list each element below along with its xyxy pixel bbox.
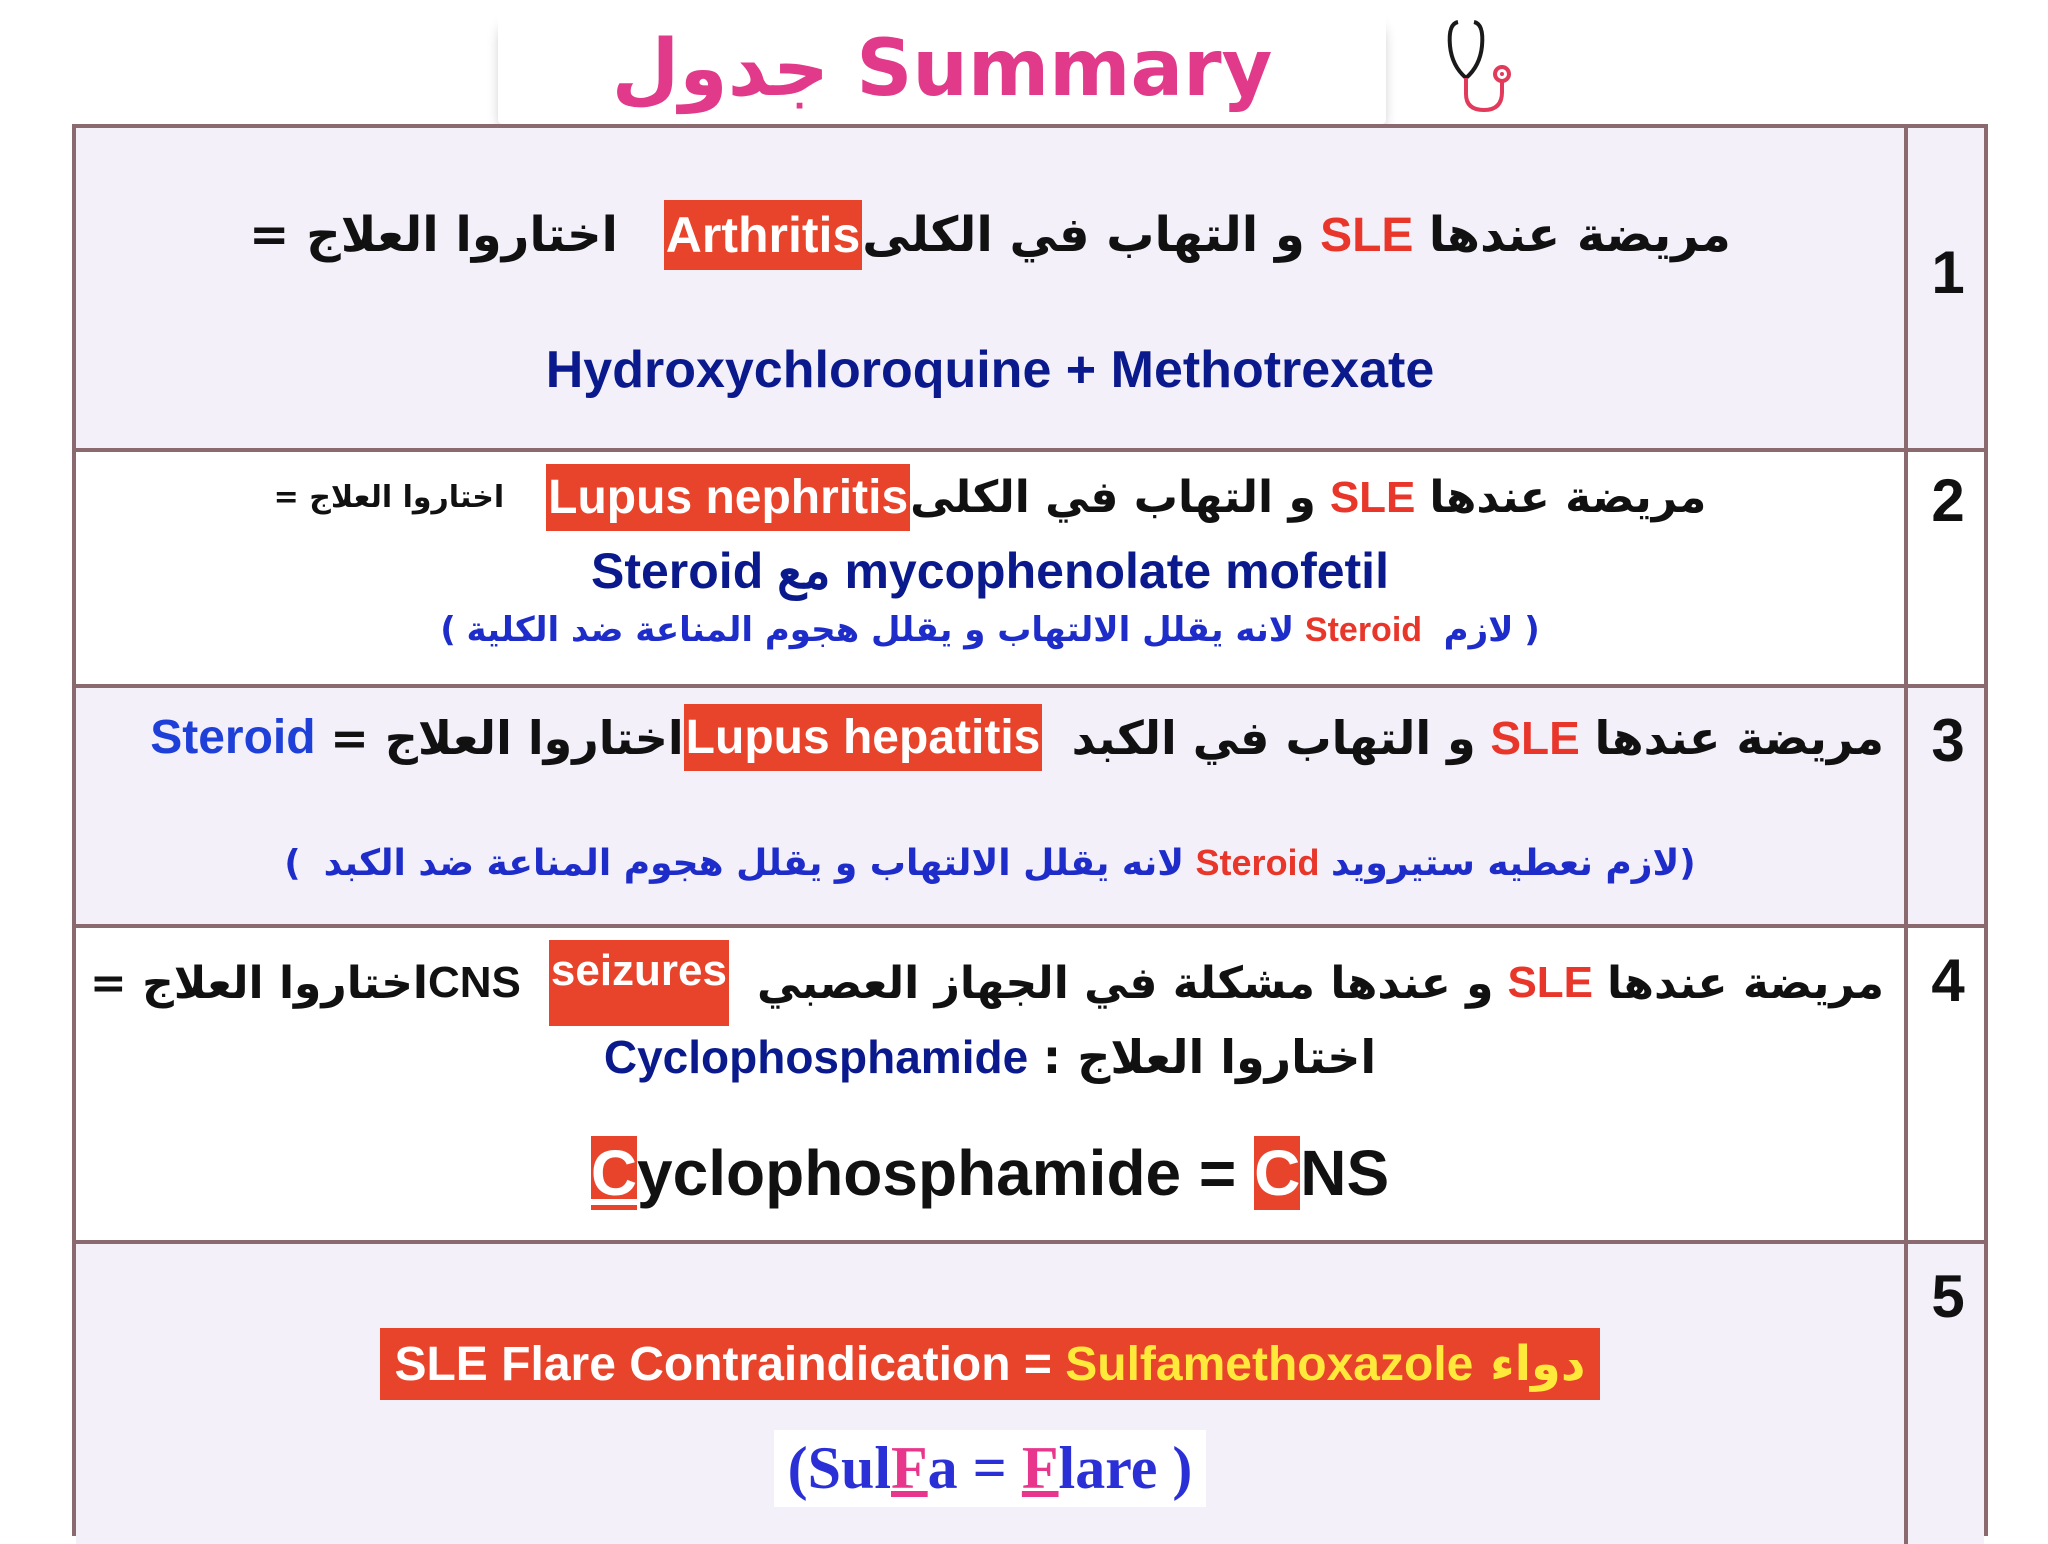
mnemonic-highlight: F (1021, 1435, 1059, 1501)
row-answer (76, 340, 1904, 400)
note-bracket: ) (284, 842, 301, 884)
note-bracket: ( (1524, 610, 1540, 650)
row-answer (76, 1030, 1904, 1084)
sle-label: SLE (1329, 472, 1416, 522)
row-note (76, 842, 1904, 884)
table-row (76, 928, 1984, 1244)
row-number: 3 (1931, 707, 1965, 774)
row-content (76, 452, 1908, 684)
mnemonic-highlight: C (590, 1137, 638, 1209)
condition-tag: seizures (549, 940, 729, 1026)
drug-answer: Steroid (150, 711, 316, 764)
row-content (76, 928, 1908, 1240)
note-text: لانه يقلل الالتهاب و يقلل هجوم المناعة ضد الكلية (466, 610, 1295, 650)
drug-answer: Hydroxychloroquine + Methotrexate (545, 341, 1435, 399)
row-question (76, 200, 1904, 270)
question-text: و عندها مشكلة في الجهاز العصبي (756, 957, 1494, 1009)
row-question (76, 940, 1904, 1026)
mnemonic-text: yclophosphamide = (637, 1137, 1255, 1209)
row-number: 2 (1931, 467, 1965, 534)
page-title: Summary جدول (611, 24, 1273, 114)
question-text: مريضة عندها (1594, 710, 1884, 765)
mnemonic-text: NS (1300, 1137, 1390, 1209)
question-text: مريضة عندها (1429, 472, 1707, 523)
table-row (76, 1244, 1984, 1544)
question-text: و التهاب في الكلى (910, 472, 1316, 523)
table-row (76, 128, 1984, 452)
note-text: لازم (1443, 610, 1514, 650)
mnemonic-text: (Sul (787, 1435, 892, 1501)
note-text: (لازم نعطيه ستيرويد (1331, 842, 1696, 884)
row-number: 1 (1931, 239, 1965, 306)
mnemonic-highlight: F (891, 1435, 928, 1501)
mnemonic-text: lare ) (1058, 1435, 1193, 1501)
question-text: اختاروا العلاج = (89, 957, 428, 1009)
banner-drug: Sulfamethoxazole (1065, 1338, 1474, 1391)
sle-label: SLE (1507, 958, 1594, 1007)
steroid-label: Steroid (1195, 842, 1320, 883)
question-text: اختاروا العلاج = (330, 710, 684, 765)
sle-label: SLE (1320, 208, 1414, 262)
mnemonic-cns (76, 1136, 1904, 1210)
question-text: مريضة عندها (1428, 207, 1731, 263)
question-text: اختاروا العلاج : (1042, 1030, 1377, 1084)
row-content (76, 688, 1908, 924)
question-text: و التهاب في الكلى (862, 207, 1305, 263)
row-answer (76, 542, 1904, 600)
row-question (76, 704, 1904, 771)
note-bracket: ) (440, 610, 456, 650)
contraindication-banner (76, 1328, 1904, 1400)
title-card (498, 14, 1386, 124)
row-content (76, 128, 1908, 448)
mnemonic-sulfa (76, 1430, 1904, 1507)
condition-tag: Lupus hepatitis (684, 704, 1043, 771)
question-text: مريضة عندها (1607, 957, 1884, 1009)
mnemonic-text: a = (927, 1435, 1022, 1501)
steroid-label: Steroid (1304, 610, 1423, 649)
row-note (76, 610, 1904, 650)
banner-text: دواء (1473, 1336, 1586, 1392)
cns-label: CNS (428, 958, 521, 1007)
row-number: 4 (1931, 947, 1965, 1014)
condition-tag: Arthritis (664, 200, 862, 270)
row-number: 5 (1931, 1263, 1965, 1330)
condition-tag: Lupus nephritis (546, 464, 910, 531)
row-question (76, 464, 1904, 531)
sle-label: SLE (1490, 711, 1580, 764)
note-text: لانه يقلل الالتهاب و يقلل هجوم المناعة ضد الكبد (323, 842, 1185, 884)
table-row (76, 452, 1984, 688)
banner-text: SLE Flare Contraindication = (394, 1338, 1066, 1391)
table-row (76, 688, 1984, 928)
question-text: اختاروا العلاج = (249, 207, 619, 263)
question-text: اختاروا العلاج = (273, 480, 505, 515)
row-content (76, 1244, 1908, 1544)
question-text: و التهاب في الكبد (1071, 710, 1476, 765)
stethoscope-icon (1436, 16, 1526, 116)
drug-answer: Steroid مع mycophenolate mofetil (591, 543, 1389, 599)
mnemonic-highlight: C (1254, 1137, 1301, 1209)
summary-table (72, 124, 1988, 1536)
drug-answer: Cyclophosphamide (603, 1031, 1029, 1083)
